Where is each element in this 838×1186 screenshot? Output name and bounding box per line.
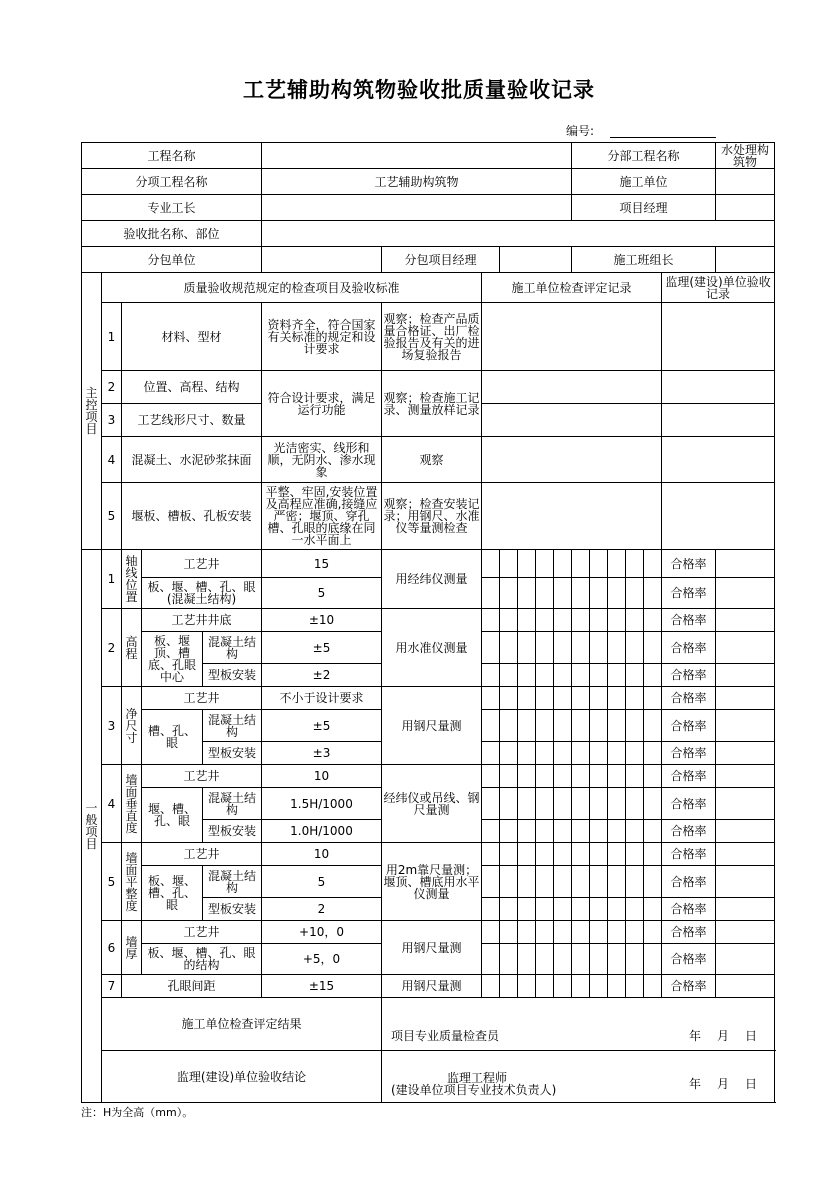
pass-rate-label: 合格率 xyxy=(662,578,716,609)
general-tolerance: ±5 xyxy=(262,632,382,664)
batch-value[interactable] xyxy=(262,221,775,247)
general-method: 用钢尺量测 xyxy=(382,975,482,998)
serial-input-line[interactable] xyxy=(610,137,716,138)
pass-rate-value[interactable] xyxy=(716,765,775,788)
general-item-no: 2 xyxy=(102,609,122,687)
general-sub-group: 板、堰、槽、孔、眼 xyxy=(142,866,203,921)
pass-rate-value[interactable] xyxy=(716,578,775,609)
general-tolerance: 15 xyxy=(262,550,382,578)
pass-rate-value[interactable] xyxy=(716,898,775,921)
team-leader-label: 施工班组长 xyxy=(572,247,716,273)
pass-rate-label: 合格率 xyxy=(662,687,716,710)
main-item-standard: 光洁密实、线形和顺，无阴水、渗水现象 xyxy=(262,437,382,483)
general-sub-item: 孔眼间距 xyxy=(122,975,262,998)
main-item-name: 混凝土、水泥砂浆抹面 xyxy=(122,437,262,483)
main-item-supervisor-record[interactable] xyxy=(662,483,775,550)
main-item-name: 材料、型材 xyxy=(122,303,262,371)
general-item-name: 墙 面 平 整 度 xyxy=(122,843,142,921)
pass-rate-value[interactable] xyxy=(716,921,775,944)
general-tolerance: ±10 xyxy=(262,609,382,632)
general-sub-item: 板、堰、槽、孔、眼的结构 xyxy=(142,944,262,975)
pass-rate-value[interactable] xyxy=(716,866,775,898)
general-item-no: 7 xyxy=(102,975,122,998)
main-item-contractor-record[interactable] xyxy=(482,371,662,404)
main-item-supervisor-record[interactable] xyxy=(662,404,775,437)
general-tolerance: ±15 xyxy=(262,975,382,998)
general-sub-group: 堰、槽、孔、眼 xyxy=(142,788,203,843)
pass-rate-label: 合格率 xyxy=(662,820,716,843)
serial-label: 编号: xyxy=(566,124,595,138)
pass-rate-label: 合格率 xyxy=(662,550,716,578)
general-sub-item: 型板安装 xyxy=(203,820,262,843)
general-item-name: 轴 线 位 置 xyxy=(122,550,142,609)
pass-rate-value[interactable] xyxy=(716,975,775,998)
contractor-label: 施工单位 xyxy=(572,169,716,195)
general-method: 用钢尺量测 xyxy=(382,921,482,975)
general-tolerance: ±3 xyxy=(262,742,382,765)
general-item-no: 5 xyxy=(102,843,122,921)
footnote: 注：H为全高（mm）。 xyxy=(81,1106,194,1119)
pass-rate-value[interactable] xyxy=(716,742,775,765)
supervisor-conclusion-label: 监理(建设)单位验收结论 xyxy=(102,1051,382,1103)
pass-rate-value[interactable] xyxy=(716,820,775,843)
general-tolerance: 1.0H/1000 xyxy=(262,820,382,843)
general-tolerance: +10，0 xyxy=(262,921,382,944)
general-sub-group: 板、堰顶、槽底、孔眼中心 xyxy=(142,632,203,687)
general-sub-item: 混凝土结构 xyxy=(203,866,262,898)
foreman-label: 专业工长 xyxy=(82,195,262,221)
subcontractor-value[interactable] xyxy=(262,247,382,273)
pass-rate-value[interactable] xyxy=(716,632,775,664)
general-method: 用2m靠尺量测；堰顶、槽底用水平仪测量 xyxy=(382,843,482,921)
general-item-no: 1 xyxy=(102,550,122,609)
subcontractor-label: 分包单位 xyxy=(82,247,262,273)
main-item-standard: 平整、牢固,安装位置及高程应准确,接缝应严密；堰顶、穿孔槽、孔眼的底缘在同一水平面上 xyxy=(262,483,382,550)
main-item-method: 观察；检查施工记录、测量放样记录 xyxy=(382,371,482,437)
general-tolerance: ±2 xyxy=(262,664,382,687)
general-sub-item: 工艺井 xyxy=(142,843,262,866)
main-item-no: 4 xyxy=(102,437,122,483)
general-item-no: 3 xyxy=(102,687,122,765)
pass-rate-value[interactable] xyxy=(716,843,775,866)
pass-rate-value[interactable] xyxy=(716,944,775,975)
general-item-no: 4 xyxy=(102,765,122,843)
signature-date: 年 月 日 xyxy=(689,1029,758,1043)
supervisor-record-header: 监理(建设)单位验收记录 xyxy=(662,273,775,303)
general-sub-item: 型板安装 xyxy=(203,898,262,921)
sub-manager-label: 分包项目经理 xyxy=(382,247,500,273)
general-item-name: 高 程 xyxy=(122,609,142,687)
pass-rate-value[interactable] xyxy=(716,687,775,710)
pass-rate-label: 合格率 xyxy=(662,843,716,866)
general-sub-item: 型板安装 xyxy=(203,664,262,687)
page-title: 工艺辅助构筑物验收批质量验收记录 xyxy=(243,78,595,102)
pass-rate-value[interactable] xyxy=(716,710,775,742)
general-sub-item: 型板安装 xyxy=(203,742,262,765)
general-sub-group: 槽、孔、眼 xyxy=(142,710,203,765)
general-tolerance: 5 xyxy=(262,866,382,898)
pass-rate-label: 合格率 xyxy=(662,975,716,998)
pass-rate-label: 合格率 xyxy=(662,664,716,687)
main-item-no: 1 xyxy=(102,303,122,371)
general-item-name: 墙 面 垂 直 度 xyxy=(122,765,142,843)
contractor-value[interactable] xyxy=(716,169,775,195)
contractor-result-area[interactable] xyxy=(382,998,775,1051)
sub-project-value[interactable]: 水处理构筑物 xyxy=(716,143,775,169)
pass-rate-label: 合格率 xyxy=(662,866,716,898)
general-sub-item: 板、堰、槽、孔、眼(混凝土结构) xyxy=(142,578,262,609)
manager-value[interactable] xyxy=(716,195,775,221)
general-method: 用钢尺量测 xyxy=(382,687,482,765)
general-sub-item: 工艺井 xyxy=(142,687,262,710)
inspector-label: 项目专业质量检查员 xyxy=(391,1029,500,1043)
general-item-no: 6 xyxy=(102,921,122,975)
main-item-supervisor-record[interactable] xyxy=(662,437,775,483)
main-item-name: 堰板、槽板、孔板安装 xyxy=(122,483,262,550)
pass-rate-label: 合格率 xyxy=(662,898,716,921)
main-item-name: 位置、高程、结构 xyxy=(122,371,262,404)
item-project-label: 分项工程名称 xyxy=(82,169,262,195)
general-sub-item: 混凝土结构 xyxy=(203,632,262,664)
main-item-contractor-record[interactable] xyxy=(482,437,662,483)
main-control-label: 主 控 项 目 xyxy=(82,273,102,550)
main-item-supervisor-record[interactable] xyxy=(662,303,775,371)
main-item-name: 工艺线形尺寸、数量 xyxy=(122,404,262,437)
sub-manager-value[interactable] xyxy=(500,247,572,273)
general-tolerance: 10 xyxy=(262,843,382,866)
main-item-no: 5 xyxy=(102,483,122,550)
main-item-supervisor-record[interactable] xyxy=(662,371,775,404)
general-sub-item: 工艺井 xyxy=(142,921,262,944)
pass-rate-value[interactable] xyxy=(716,609,775,632)
general-item-name: 墙 厚 xyxy=(122,921,142,975)
general-tolerance: 不小于设计要求 xyxy=(262,687,382,710)
contractor-result-label: 施工单位检查评定结果 xyxy=(102,998,382,1051)
main-item-method: 观察；检查安装记录；用钢尺、水准仪等量测检查 xyxy=(382,483,482,550)
general-method: 经纬仪或吊线、钢尺量测 xyxy=(382,765,482,843)
general-method: 用水准仪测量 xyxy=(382,609,482,687)
project-name-label: 工程名称 xyxy=(82,143,262,169)
pass-rate-value[interactable] xyxy=(716,788,775,820)
item-project-value[interactable]: 工艺辅助构筑物 xyxy=(262,169,572,195)
main-item-contractor-record[interactable] xyxy=(482,303,662,371)
pass-rate-label: 合格率 xyxy=(662,742,716,765)
pass-rate-label: 合格率 xyxy=(662,944,716,975)
contractor-check-header: 施工单位检查评定记录 xyxy=(482,273,662,303)
foreman-value[interactable] xyxy=(262,195,572,221)
general-tolerance: +5，0 xyxy=(262,944,382,975)
main-item-standard: 资料齐全，符合国家有关标准的规定和设计要求 xyxy=(262,303,382,371)
pass-rate-label: 合格率 xyxy=(662,632,716,664)
pass-rate-value[interactable] xyxy=(716,664,775,687)
general-tolerance: 1.5H/1000 xyxy=(262,788,382,820)
engineer-signature-label: 监理工程师 (建设单位项目专业技术负责人) xyxy=(391,1071,557,1097)
main-item-contractor-record[interactable] xyxy=(482,483,662,550)
main-item-method: 观察 xyxy=(382,437,482,483)
main-item-no: 2 xyxy=(102,371,122,404)
pass-rate-value[interactable] xyxy=(716,550,775,578)
pass-rate-label: 合格率 xyxy=(662,921,716,944)
main-item-no: 3 xyxy=(102,404,122,437)
general-items-label: 一 般 项 目 xyxy=(82,550,102,1103)
general-sub-item: 工艺井井底 xyxy=(142,609,262,632)
general-tolerance: ±5 xyxy=(262,710,382,742)
signature-date: 年 月 日 xyxy=(689,1077,758,1091)
inspection-table xyxy=(81,142,775,1103)
general-tolerance: 2 xyxy=(262,898,382,921)
team-leader-value[interactable] xyxy=(716,247,775,273)
sub-project-label: 分部工程名称 xyxy=(572,143,716,169)
standard-column-header: 质量验收规范规定的检查项目及验收标准 xyxy=(102,273,482,303)
general-item-name: 净 尺 寸 xyxy=(122,687,142,765)
pass-rate-label: 合格率 xyxy=(662,765,716,788)
general-sub-item: 工艺井 xyxy=(142,550,262,578)
main-item-method: 观察；检查产品质量合格证、出厂检验报告及有关的进场复验报告 xyxy=(382,303,482,371)
manager-label: 项目经理 xyxy=(572,195,716,221)
main-item-contractor-record[interactable] xyxy=(482,404,662,437)
pass-rate-label: 合格率 xyxy=(662,609,716,632)
pass-rate-label: 合格率 xyxy=(662,710,716,742)
general-tolerance: 10 xyxy=(262,765,382,788)
general-sub-item: 工艺井 xyxy=(142,765,262,788)
general-sub-item: 混凝土结构 xyxy=(203,788,262,820)
general-method: 用经纬仪测量 xyxy=(382,550,482,609)
batch-label: 验收批名称、部位 xyxy=(82,221,262,247)
general-sub-item: 混凝土结构 xyxy=(203,710,262,742)
project-name-value[interactable] xyxy=(262,143,572,169)
pass-rate-label: 合格率 xyxy=(662,788,716,820)
general-tolerance: 5 xyxy=(262,578,382,609)
main-item-standard: 符合设计要求，满足运行功能 xyxy=(262,371,382,437)
supervisor-conclusion-area[interactable] xyxy=(382,1051,775,1103)
